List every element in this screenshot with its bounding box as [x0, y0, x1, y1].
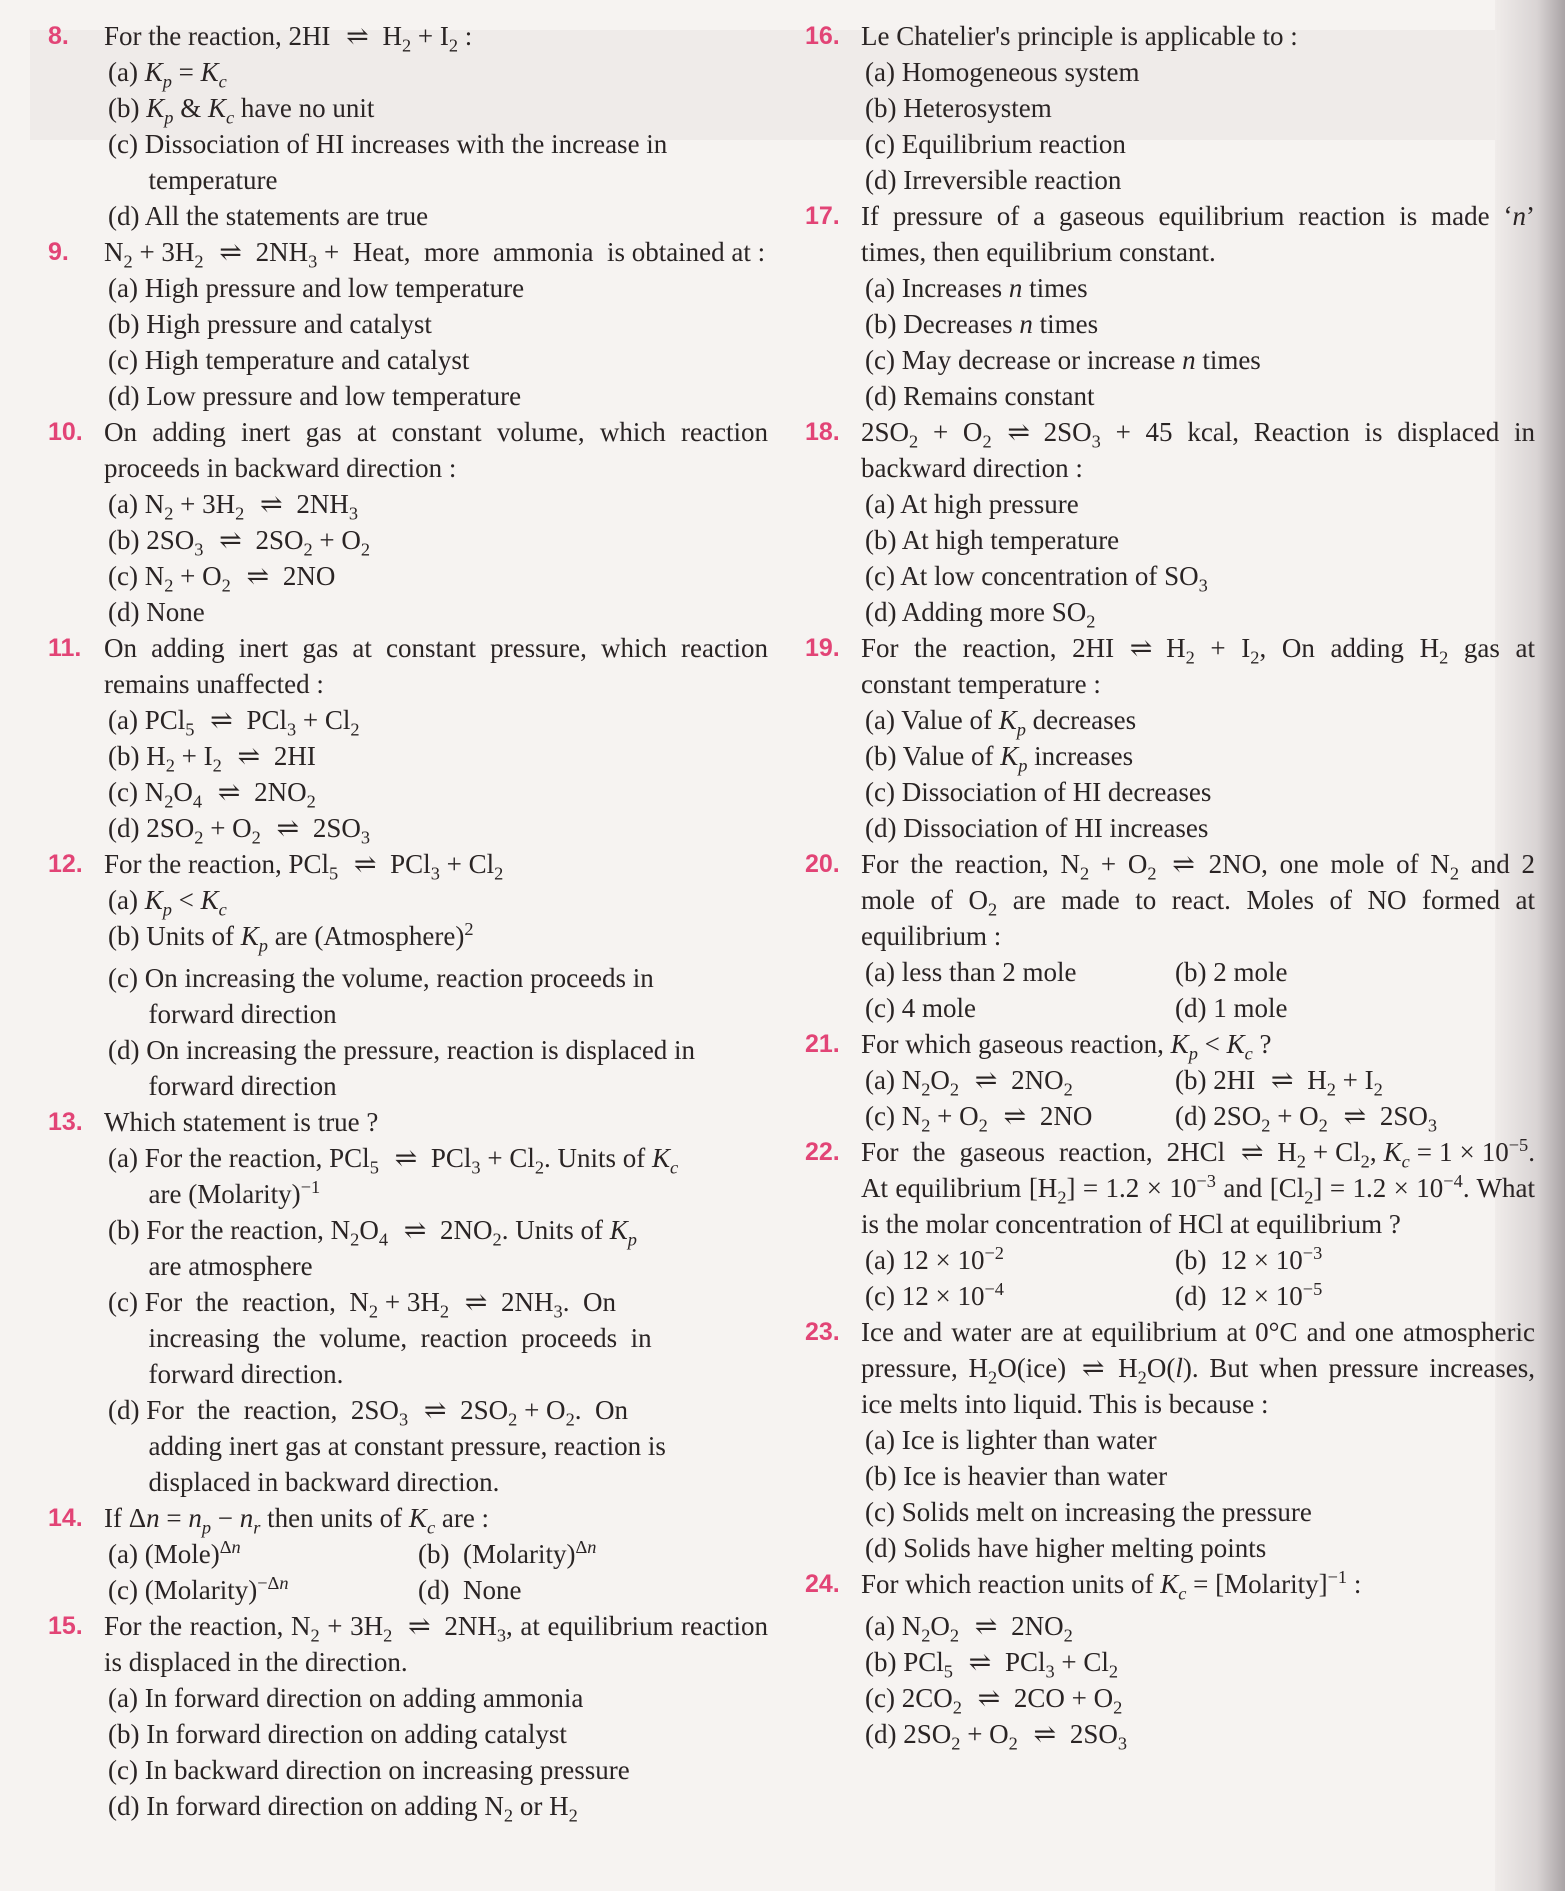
question-stem: $N_2 + 3H_2$ ⇌ $2NH_3$ + Heat, more ammonia is obtained at : — [104, 237, 766, 272]
option-d: (d) $2SO_2 + O_2$ ⇌ $2SO_3$ — [865, 1719, 1128, 1754]
option-c: (c) (Molarity)$^{-\Delta n}$ — [108, 1573, 289, 1605]
option-a: (a) PCl$_5$ ⇌ $PCl_3 + Cl_2$ — [108, 705, 360, 740]
question-number: 11. — [48, 634, 82, 662]
option-b: (b) High pressure and catalyst — [108, 309, 432, 339]
question-stem: If $\Delta n = n_p - n_r$ then units of $K_c$ are : — [104, 1503, 490, 1538]
question-19 — [805, 630, 1535, 846]
option-a: (a) $N_2O_2$ ⇌ $2NO_2$ — [865, 1611, 1073, 1646]
question-24 — [805, 1566, 1535, 1752]
option-b: (b) For the reaction, $N_2O_4$ ⇌ $2NO_2$. Units of $K_p$ are atmosphere — [108, 1215, 637, 1281]
option-b: (b) $H_2 + I_2$ ⇌ 2HI — [108, 741, 316, 776]
question-number: 22. — [805, 1138, 840, 1166]
option-d: (d) Low pressure and low temperature — [108, 381, 522, 411]
question-9 — [48, 234, 768, 414]
option-b: (b) (Molarity)$^{\Delta n}$ — [418, 1537, 597, 1569]
option-d: (d) On increasing the pressure, reaction is displaced in forward direction — [108, 1035, 696, 1101]
question-12 — [48, 846, 768, 1104]
option-a: (a) less than 2 mole — [865, 957, 1077, 987]
option-c: (c) $N_2O_4$ ⇌ $2NO_2$ — [108, 777, 316, 812]
option-c: (c) $2CO_2$ ⇌ $2CO + O_2$ — [865, 1683, 1123, 1718]
question-number: 10. — [48, 418, 83, 446]
option-c: (c) In backward direction on increasing pressure — [108, 1755, 630, 1785]
question-13 — [48, 1104, 768, 1500]
question-stem: $2SO_2 + O_2$ ⇌ $2SO_3 + 45$ kcal, Reaction is displaced in backward direction : — [861, 417, 1535, 483]
question-number: 21. — [805, 1030, 840, 1058]
option-d: (d) Remains constant — [865, 381, 1095, 411]
option-a: (a) Homogeneous system — [865, 57, 1140, 87]
option-a: (a) $N_2 + 3H_2$ ⇌ $2NH_3$ — [108, 489, 359, 524]
question-stem: For the reaction, $N_2 + O_2$ ⇌ 2NO, one mole of $N_2$ and 2 mole of $O_2$ are made to react. Moles of NO formed at equilibrium : — [861, 849, 1536, 951]
question-number: 15. — [48, 1612, 83, 1640]
question-number: 12. — [48, 850, 83, 878]
question-20 — [805, 846, 1535, 1026]
question-stem: For the reaction, 2HI ⇌ $H_2 + I_2$ : — [104, 21, 473, 56]
question-14 — [48, 1500, 768, 1608]
question-number: 19. — [805, 634, 840, 662]
option-b: (b) 2HI ⇌ $H_2 + I_2$ — [1175, 1065, 1383, 1100]
option-a: (a) $N_2O_2$ ⇌ $2NO_2$ — [865, 1065, 1073, 1100]
question-stem: For which reaction units of $K_c$ = [Molarity]$^{-1}$ : — [861, 1567, 1362, 1604]
question-11 — [48, 630, 768, 846]
question-number: 23. — [805, 1318, 840, 1346]
option-a: (a) At high pressure — [865, 489, 1079, 519]
option-a: (a) $12 \times 10^{-2}$ — [865, 1243, 1004, 1275]
option-d: (d) $12 \times 10^{-5}$ — [1175, 1279, 1323, 1311]
option-b: (b) Units of $K_p$ are (Atmosphere)$^2$ — [108, 919, 474, 956]
option-c: (c) $12 \times 10^{-4}$ — [865, 1279, 1004, 1311]
question-stem: On adding inert gas at constant pressure, which reaction remains unaffected : — [104, 633, 768, 699]
option-d: (d) Irreversible reaction — [865, 165, 1122, 195]
question-18 — [805, 414, 1535, 630]
question-stem: On adding inert gas at constant volume, which reaction proceeds in backward direction : — [104, 417, 768, 483]
option-b: (b) $12 \times 10^{-3}$ — [1175, 1243, 1323, 1275]
option-c: (c) Dissociation of HI decreases — [865, 777, 1212, 807]
question-stem: For which gaseous reaction, $K_p < K_c$ ? — [861, 1029, 1272, 1064]
question-stem: For the gaseous reaction, 2HCl ⇌ $H_2 + Cl_2$, $K_c = 1 \times 10^{-5}$. At equilibrium $[H_2] = 1.2 \times 10^{-3}$ and $[Cl_2] = 1.2 \times 10^{-4}$. What is the molar concentration of HCl at equilibrium ? — [861, 1135, 1535, 1239]
question-stem: Ice and water are at equilibrium at 0°C and one atmospheric pressure, $H_2O(ice)$ ⇌ $H_2O(l)$. But when pressure increases, ice melts into liquid. This is because : — [861, 1317, 1535, 1419]
option-a: (a) (Mole)$^{\Delta n}$ — [108, 1537, 241, 1569]
option-d: (d) In forward direction on adding $N_2$ or $H_2$ — [108, 1791, 578, 1826]
question-16 — [805, 18, 1535, 198]
option-d: (d) Adding more $SO_2$ — [865, 597, 1096, 632]
left-column — [48, 18, 768, 1824]
option-a: (a) Increases n times — [865, 273, 1088, 303]
option-d: (d) None — [418, 1575, 522, 1605]
option-d: (d) $2SO_2 + O_2$ ⇌ $2SO_3$ — [1175, 1101, 1438, 1136]
option-c: (c) 4 mole — [865, 993, 976, 1023]
question-number: 20. — [805, 850, 840, 878]
question-stem: Le Chatelier's principle is applicable to : — [861, 21, 1298, 51]
right-column — [805, 18, 1535, 1752]
option-c: (c) Dissociation of HI increases with the increase in temperature — [108, 129, 668, 195]
option-d: (d) Solids have higher melting points — [865, 1533, 1267, 1563]
question-17 — [805, 198, 1535, 414]
option-a: (a) Value of $K_p$ decreases — [865, 705, 1137, 740]
option-a: (a) $K_p = K_c$ — [108, 57, 227, 92]
question-stem: Which statement is true ? — [104, 1107, 379, 1137]
option-d: (d) All the statements are true — [108, 201, 429, 231]
option-b: (b) PCl$_5$ ⇌ $PCl_3 + Cl_2$ — [865, 1647, 1119, 1682]
option-c: (c) $N_2 + O_2$ ⇌ 2NO — [108, 561, 336, 596]
question-stem: For the reaction, 2HI ⇌ $H_2 + I_2$, On adding $H_2$ gas at constant temperature : — [861, 633, 1536, 699]
option-a: (a) For the reaction, PCl$_5$ ⇌ $PCl_3 + Cl_2$. Units of $K_c$ are (Molarity)$^{-1}$ — [108, 1143, 679, 1209]
question-10 — [48, 414, 768, 630]
option-b: (b) Decreases n times — [865, 309, 1099, 339]
option-b: (b) Value of $K_p$ increases — [865, 741, 1134, 776]
question-number: 24. — [805, 1570, 840, 1598]
question-number: 14. — [48, 1504, 83, 1532]
option-b: (b) Ice is heavier than water — [865, 1461, 1168, 1491]
question-number: 13. — [48, 1108, 83, 1136]
option-c: (c) High temperature and catalyst — [108, 345, 470, 375]
option-c: (c) At low concentration of $SO_3$ — [865, 561, 1208, 596]
question-8 — [48, 18, 768, 234]
question-stem: If pressure of a gaseous equilibrium reaction is made ‘n’ times, then equilibrium constant. — [861, 201, 1535, 267]
option-a: (a) $K_p < K_c$ — [108, 885, 227, 920]
option-b: (b) $2SO_3$ ⇌ $2SO_2 + O_2$ — [108, 525, 371, 560]
option-d: (d) None — [108, 597, 205, 627]
option-c: (c) On increasing the volume, reaction proceeds in forward direction — [108, 963, 654, 1029]
option-a: (a) In forward direction on adding ammonia — [108, 1683, 584, 1713]
question-15 — [48, 1608, 768, 1824]
option-c: (c) $N_2 + O_2$ ⇌ 2NO — [865, 1101, 1093, 1136]
option-b: (b) Heterosystem — [865, 93, 1052, 123]
question-number: 16. — [805, 22, 840, 50]
question-21 — [805, 1026, 1535, 1134]
question-number: 8. — [48, 22, 69, 50]
question-number: 9. — [48, 238, 69, 266]
option-b: (b) At high temperature — [865, 525, 1120, 555]
option-c: (c) May decrease or increase n times — [865, 345, 1261, 375]
option-b: (b) 2 mole — [1175, 957, 1288, 987]
question-stem: For the reaction, PCl$_5$ ⇌ $PCl_3 + Cl_2$ — [104, 849, 504, 884]
option-d: (d) 1 mole — [1175, 993, 1288, 1023]
option-c: (c) Equilibrium reaction — [865, 129, 1126, 159]
question-number: 17. — [805, 202, 840, 230]
option-b: (b) $K_p$ & $K_c$ have no unit — [108, 93, 375, 128]
option-b: (b) In forward direction on adding catalyst — [108, 1719, 567, 1749]
question-23 — [805, 1314, 1535, 1566]
option-a: (a) High pressure and low temperature — [108, 273, 525, 303]
option-d: (d) Dissociation of HI increases — [865, 813, 1209, 843]
option-a: (a) Ice is lighter than water — [865, 1425, 1157, 1455]
option-c: (c) Solids melt on increasing the pressure — [865, 1497, 1312, 1527]
option-d: (d) For the reaction, $2SO_3$ ⇌ $2SO_2 + O_2$. On adding inert gas at constant pressure, reaction is displaced in backward direction. — [108, 1395, 666, 1497]
question-number: 18. — [805, 418, 840, 446]
option-c: (c) For the reaction, $N_2 + 3H_2$ ⇌ $2NH_3$. On increasing the volume, reaction proceeds in forward direction. — [108, 1287, 652, 1389]
option-d: (d) $2SO_2 + O_2$ ⇌ $2SO_3$ — [108, 813, 371, 848]
question-stem: For the reaction, $N_2 + 3H_2$ ⇌ $2NH_3$, at equilibrium reaction is displaced in the direction. — [104, 1611, 768, 1677]
question-22 — [805, 1134, 1535, 1314]
